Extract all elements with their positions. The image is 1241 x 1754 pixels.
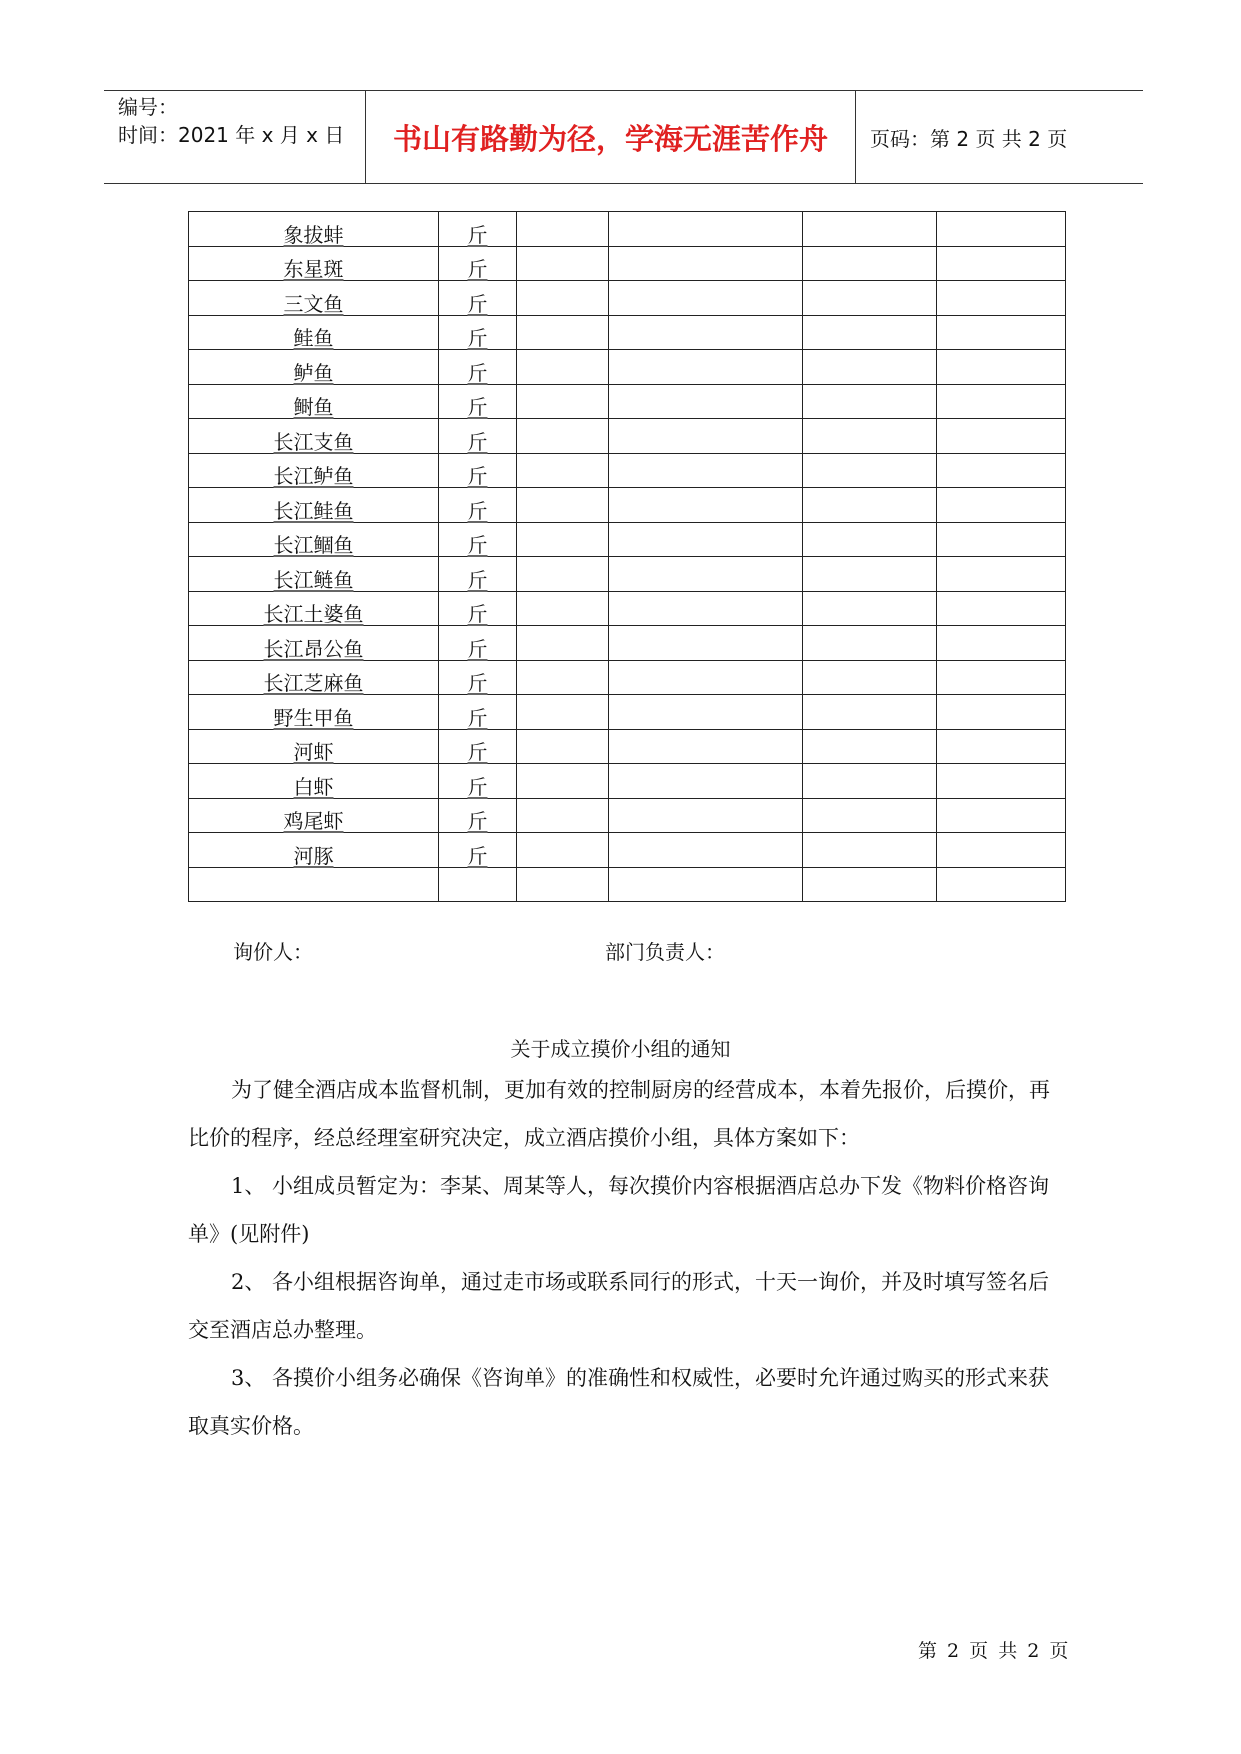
quote-2-cell (609, 419, 803, 454)
quote-3-cell (803, 798, 937, 833)
unit-cell: 斤 (439, 764, 517, 799)
item-name-cell: 鲑鱼 (189, 315, 439, 350)
table-row (189, 867, 1066, 902)
item-name-cell: 长江土婆鱼 (189, 591, 439, 626)
item-name-cell: 长江鲴鱼 (189, 522, 439, 557)
unit-cell: 斤 (439, 384, 517, 419)
table-row (189, 522, 1066, 557)
notice-title: 关于成立摸价小组的通知 (510, 1037, 731, 1061)
item-name-cell: 三文鱼 (189, 281, 439, 316)
unit-cell: 斤 (439, 419, 517, 454)
remark-cell (937, 557, 1066, 592)
table-row (189, 729, 1066, 764)
table-row (189, 660, 1066, 695)
quote-3-cell (803, 453, 937, 488)
quote-2-cell (609, 867, 803, 902)
quote-2-cell (609, 522, 803, 557)
remark-cell (937, 798, 1066, 833)
quote-3-cell (803, 764, 937, 799)
quote-1-cell (517, 246, 609, 281)
dept-head-label: 部门负责人： (605, 940, 725, 964)
item-name-cell: 长江鲢鱼 (189, 557, 439, 592)
quote-2-cell (609, 798, 803, 833)
unit-cell: 斤 (439, 798, 517, 833)
quote-3-cell (803, 660, 937, 695)
item-name-cell: 河虾 (189, 729, 439, 764)
item-name-cell (189, 867, 439, 902)
quote-3-cell (803, 246, 937, 281)
notice-item-3 (188, 1354, 1068, 1450)
unit-cell: 斤 (439, 626, 517, 661)
price-table-body (189, 212, 1066, 902)
quote-2-cell (609, 626, 803, 661)
inquirer-label: 询价人： (233, 940, 313, 964)
quote-2-cell (609, 281, 803, 316)
item-name-cell: 长江芝麻鱼 (189, 660, 439, 695)
quote-3-cell (803, 488, 937, 523)
notice-item-2 (188, 1258, 1068, 1354)
quote-1-cell (517, 626, 609, 661)
item-name-cell: 河豚 (189, 833, 439, 868)
quote-1-cell (517, 695, 609, 730)
quote-2-cell (609, 660, 803, 695)
table-row (189, 419, 1066, 454)
unit-cell: 斤 (439, 315, 517, 350)
remark-cell (937, 729, 1066, 764)
item-name-cell: 长江支鱼 (189, 419, 439, 454)
unit-cell: 斤 (439, 729, 517, 764)
quote-2-cell (609, 315, 803, 350)
remark-cell (937, 212, 1066, 247)
quote-3-cell (803, 419, 937, 454)
table-row (189, 384, 1066, 419)
quote-3-cell (803, 350, 937, 385)
quote-1-cell (517, 798, 609, 833)
page-code: 页码：第 2 页 共 2 页 (870, 126, 1068, 151)
page-footer: 第 2 页 共 2 页 (918, 1640, 1069, 1662)
table-row (189, 695, 1066, 730)
table-row (189, 281, 1066, 316)
quote-3-cell (803, 281, 937, 316)
remark-cell (937, 488, 1066, 523)
table-row (189, 350, 1066, 385)
quote-3-cell (803, 833, 937, 868)
item-2-text: 2、 各小组根据咨询单，通过走市场或联系同行的形式，十天一询价，并及时填写签名后交至酒店总办整理。 (188, 1270, 1050, 1342)
table-row (189, 557, 1066, 592)
table-row (189, 246, 1066, 281)
unit-cell: 斤 (439, 591, 517, 626)
remark-cell (937, 453, 1066, 488)
quote-3-cell (803, 729, 937, 764)
remark-cell (937, 695, 1066, 730)
remark-cell (937, 350, 1066, 385)
unit-cell: 斤 (439, 350, 517, 385)
header-meta (104, 91, 366, 183)
item-3-text: 3、 各摸价小组务必确保《咨询单》的准确性和权威性，必要时允许通过购买的形式来获取真实价格。 (188, 1366, 1050, 1438)
unit-cell: 斤 (439, 488, 517, 523)
remark-cell (937, 315, 1066, 350)
quote-2-cell (609, 350, 803, 385)
notice-intro (188, 1066, 1068, 1162)
unit-cell: 斤 (439, 212, 517, 247)
item-name-cell: 鸡尾虾 (189, 798, 439, 833)
item-name-cell: 白虾 (189, 764, 439, 799)
quote-3-cell (803, 591, 937, 626)
unit-cell: 斤 (439, 453, 517, 488)
quote-2-cell (609, 729, 803, 764)
item-1-text: 1、 小组成员暂定为：李某、周某等人，每次摸价内容根据酒店总办下发《物料价格咨询单》(见附件) (188, 1174, 1050, 1246)
quote-1-cell (517, 453, 609, 488)
motto: 书山有路勤为径，学海无涯苦作舟 (366, 91, 856, 183)
unit-cell (439, 867, 517, 902)
quote-2-cell (609, 212, 803, 247)
table-row (189, 315, 1066, 350)
quote-1-cell (517, 315, 609, 350)
item-name-cell: 长江鲑鱼 (189, 488, 439, 523)
remark-cell (937, 867, 1066, 902)
number-label: 编号： (118, 95, 178, 119)
quote-3-cell (803, 626, 937, 661)
table-row (189, 591, 1066, 626)
item-name-cell: 鲥鱼 (189, 384, 439, 419)
quote-1-cell (517, 419, 609, 454)
item-name-cell: 鲈鱼 (189, 350, 439, 385)
quote-3-cell (803, 557, 937, 592)
quote-1-cell (517, 867, 609, 902)
quote-1-cell (517, 660, 609, 695)
quote-1-cell (517, 557, 609, 592)
quote-1-cell (517, 384, 609, 419)
remark-cell (937, 522, 1066, 557)
item-name-cell: 象拔蚌 (189, 212, 439, 247)
quote-2-cell (609, 453, 803, 488)
quote-3-cell (803, 212, 937, 247)
remark-cell (937, 833, 1066, 868)
quote-3-cell (803, 315, 937, 350)
quote-2-cell (609, 695, 803, 730)
unit-cell: 斤 (439, 833, 517, 868)
quote-1-cell (517, 488, 609, 523)
unit-cell: 斤 (439, 695, 517, 730)
quote-2-cell (609, 384, 803, 419)
quote-1-cell (517, 591, 609, 626)
remark-cell (937, 281, 1066, 316)
quote-3-cell (803, 384, 937, 419)
quote-1-cell (517, 729, 609, 764)
quote-2-cell (609, 591, 803, 626)
unit-cell: 斤 (439, 246, 517, 281)
item-name-cell: 野生甲鱼 (189, 695, 439, 730)
quote-1-cell (517, 350, 609, 385)
quote-1-cell (517, 833, 609, 868)
table-row (189, 798, 1066, 833)
quote-3-cell (803, 695, 937, 730)
quote-2-cell (609, 557, 803, 592)
quote-1-cell (517, 764, 609, 799)
unit-cell: 斤 (439, 557, 517, 592)
unit-cell: 斤 (439, 522, 517, 557)
quote-1-cell (517, 281, 609, 316)
page-header (104, 90, 1143, 184)
remark-cell (937, 626, 1066, 661)
quote-1-cell (517, 212, 609, 247)
quote-2-cell (609, 488, 803, 523)
remark-cell (937, 246, 1066, 281)
remark-cell (937, 384, 1066, 419)
price-table (188, 211, 1066, 902)
remark-cell (937, 419, 1066, 454)
quote-2-cell (609, 833, 803, 868)
table-row (189, 212, 1066, 247)
time-label: 时间：2021 年 x 月 x 日 (118, 123, 345, 147)
table-row (189, 453, 1066, 488)
quote-3-cell (803, 867, 937, 902)
intro-text: 为了健全酒店成本监督机制，更加有效的控制厨房的经营成本，本着先报价，后摸价，再比价的程序，经总经理室研究决定，成立酒店摸价小组，具体方案如下： (188, 1078, 1050, 1150)
table-row (189, 488, 1066, 523)
table-row (189, 626, 1066, 661)
item-name-cell: 长江昂公鱼 (189, 626, 439, 661)
unit-cell: 斤 (439, 281, 517, 316)
unit-cell: 斤 (439, 660, 517, 695)
table-row (189, 833, 1066, 868)
quote-3-cell (803, 522, 937, 557)
quote-1-cell (517, 522, 609, 557)
item-name-cell: 长江鲈鱼 (189, 453, 439, 488)
remark-cell (937, 764, 1066, 799)
remark-cell (937, 660, 1066, 695)
item-name-cell: 东星斑 (189, 246, 439, 281)
notice-item-1 (188, 1162, 1068, 1258)
remark-cell (937, 591, 1066, 626)
quote-2-cell (609, 246, 803, 281)
table-row (189, 764, 1066, 799)
quote-2-cell (609, 764, 803, 799)
